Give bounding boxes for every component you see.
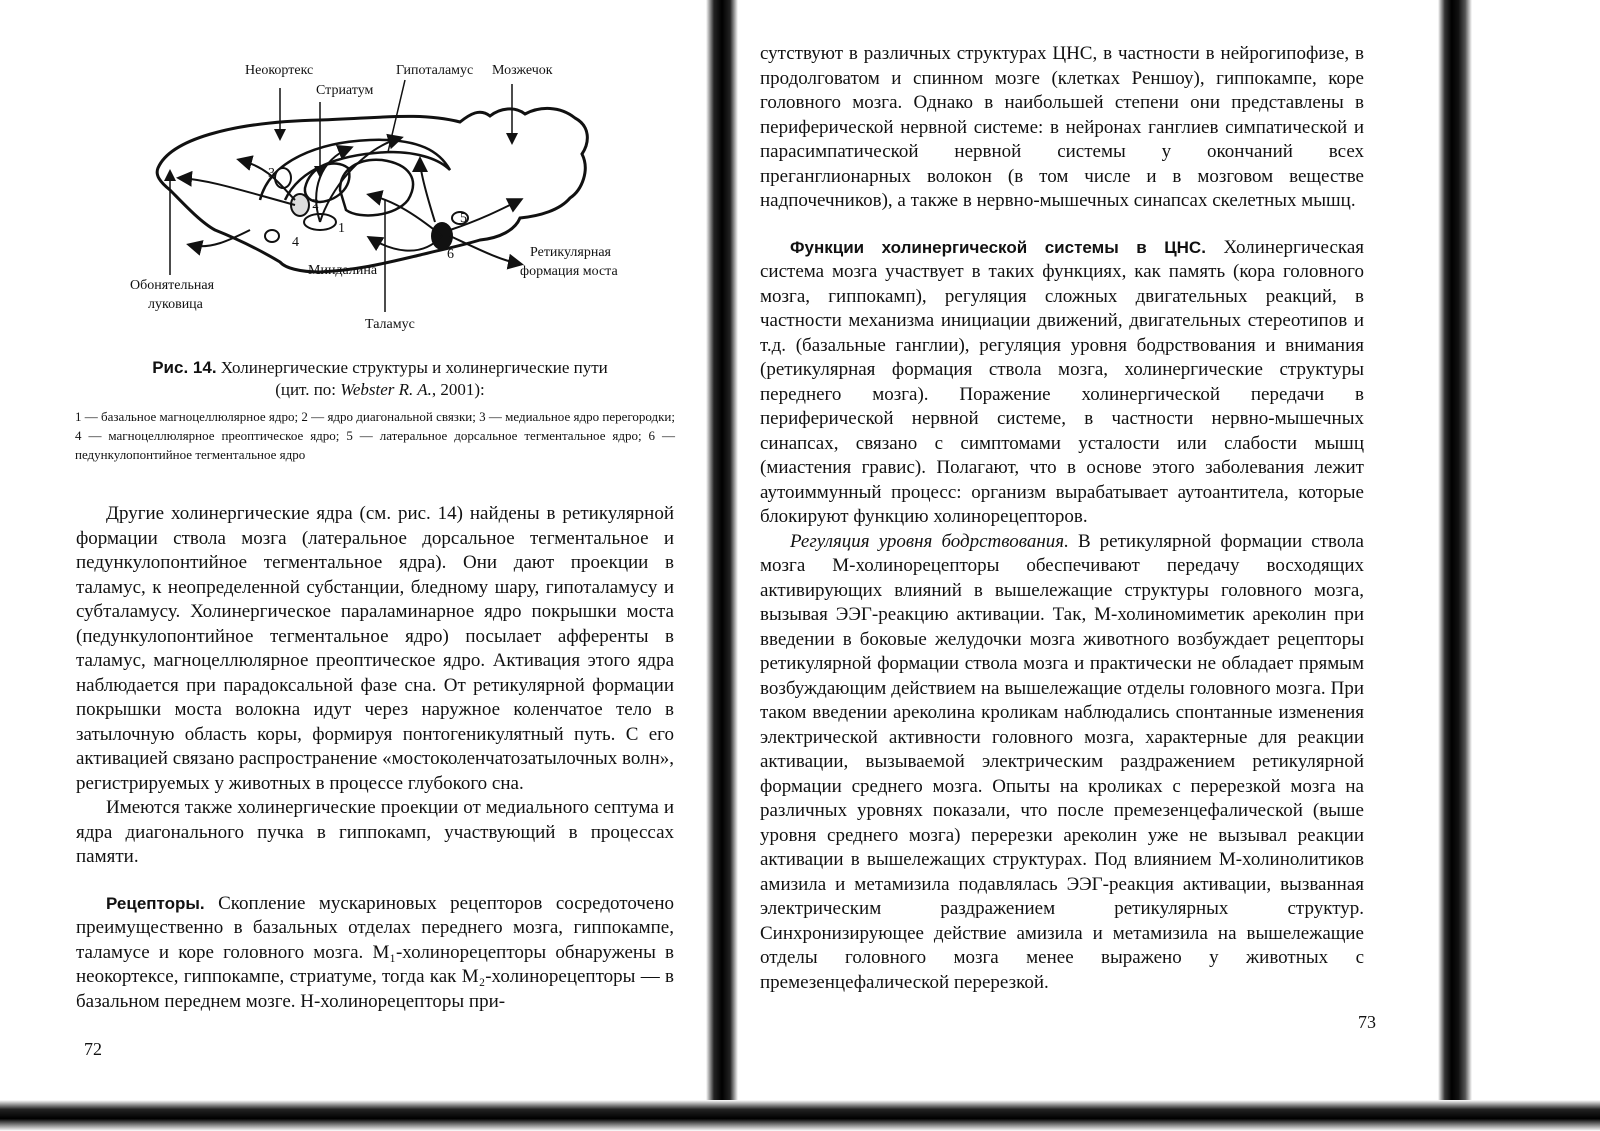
label-neocortex: Неокортекс bbox=[245, 63, 314, 78]
regulation-paragraph bbox=[760, 530, 1364, 996]
num-5: 5 bbox=[460, 211, 467, 226]
paragraph: сутствуют в различных структурах ЦНС, в частности в нейрогипофизе, в продолговатом и спинном мозге (клетках Реншоу), гиппокампе, коре головного мозга. Однако в наибольшей степени они представлены в периферической нервной системе: в нейронах ганглиев симпатической и парасимпатической нервной системы у окончаний всех преганглионарных волокон (в том числе и в мозговом веществе надпочечников), а также в нервно-мышечных синапсах скелетных мышц. bbox=[760, 43, 1364, 211]
label-reticular-2: формация моста bbox=[520, 264, 618, 279]
brain-diagram bbox=[120, 50, 660, 350]
label-reticular-1: Ретикулярная bbox=[530, 245, 611, 260]
left-page bbox=[0, 0, 708, 1100]
regulation-text: В ретикулярной формации ствола мозга M-холинорецепторы обеспечивают передачу восходящих активирующих влияний в вышележащие структуры головного мозга, вызывая ЭЭГ-реакцию активации. Так, M-холиномиметик ареколин при введении в боковые желудочки мозга животного возбуждает рецепторы ретикулярной формации ствола мозга и практически не обладает прямым возбуждающим действием на вышележащие отделы головного мозга. При таком введении ареколина кроликам наблюдались спонтанные изменения электрической активности головного мозга, характерные для реакции активации, вызываемой электрическим раздражением ретикулярной формации среднего мозга. Опыты на кроликах с перерезкой мозга на различных уровнях показали, что после премезенцефалической (выше уровня среднего мозга) перерезки ареколин уже не вызывал реакции активации в вышележащих структурах. Под влиянием M-холинолитиков амизила и метамизила подавлялась ЭЭГ-реакция активации, вызванная электрическим раздражением ретикулярных структур. Синхронизирующее действие амизила и метамизила на вышележащие отделы головного мозга менее выражено у животных с премезенцефалической перерезкой. bbox=[760, 530, 1364, 993]
nucleus-4 bbox=[265, 230, 279, 242]
page-number-right: 73 bbox=[1358, 1012, 1376, 1032]
book-spine bbox=[706, 0, 738, 1131]
label-olfactory-2: луковица bbox=[148, 297, 203, 312]
paragraph: Другие холинергические ядра (см. рис. 14) найдены в ретикулярной формации ствола мозга (латеральное дорсальное тегментальное и педункулопонтийное тегментальное ядра). Они дают проекции в таламус, к неопределенной субстанции, бледному шару, гипоталамусу и субталамусу. Холинергическое параламинарное ядро покрышки моста (педункулопонтийное тегментальное ядро) посылает афференты в таламус, магноцеллюлярное преоптическое ядро. Активация этого ядра наблюдается при парадоксальной фазе сна. От ретикулярной формации покрышки моста волокна идут через наружное коленчатое тело в затылочную область коры, формируя понтогеникулятный путь. С его активацией связано распространение «мостоколенчатозатылочных волн», регистрируемых у животных в процессе глубокого сна. bbox=[76, 503, 674, 794]
brain-outline bbox=[157, 108, 587, 272]
num-1: 1 bbox=[338, 221, 345, 236]
receptors-text: Скопление мускариновых рецепторов сосредоточено преимущественно в базальных отделах переднего мозга, гиппокампе, таламусе и коре головного мозга. M₁-холинорецепторы обнаружены в неокортексе, гиппокампе, стриатуме, тогда как M₂-холинорецепторы — в базальном переднем мозге. Н-холинорецепторы при- bbox=[76, 892, 674, 1012]
label-olfactory-1: Обонятельная bbox=[130, 278, 215, 293]
right-body bbox=[760, 42, 1364, 995]
nucleus-3 bbox=[275, 168, 291, 188]
receptors-paragraph bbox=[76, 892, 674, 1015]
receptors-heading: Рецепторы. bbox=[106, 893, 205, 913]
num-4: 4 bbox=[292, 235, 299, 250]
num-6: 6 bbox=[447, 247, 454, 262]
figure-cite-pre: (цит. по: bbox=[275, 380, 341, 399]
num-2: 2 bbox=[312, 197, 319, 212]
functions-heading: Функции холинергической системы в ЦНС. bbox=[790, 237, 1206, 257]
label-hypothalamus: Гипоталамус bbox=[396, 63, 474, 78]
bottom-edge bbox=[0, 1100, 1600, 1131]
label-thalamus: Таламус bbox=[365, 317, 415, 332]
right-page bbox=[738, 0, 1438, 1100]
page-edge bbox=[1438, 0, 1472, 1100]
label-amygdala: Миндалина bbox=[308, 263, 378, 278]
figure-cite-post: , 2001): bbox=[431, 380, 485, 399]
figure-title: Холинергические структуры и холинергические пути bbox=[220, 358, 608, 377]
label-striatum: Стриатум bbox=[316, 83, 374, 98]
paragraph: Имеются также холинергические проекции от медиального септума и ядра диагонального пучка в гиппокамп, участвующий в процессах памяти. bbox=[76, 797, 674, 867]
regulation-heading: Регуляция уровня бодрствования. bbox=[790, 530, 1069, 552]
label-cerebellum: Мозжечок bbox=[492, 63, 553, 78]
figure-caption bbox=[110, 357, 650, 401]
left-body bbox=[76, 502, 674, 1014]
num-3: 3 bbox=[268, 166, 275, 181]
functions-paragraph bbox=[760, 236, 1364, 530]
figure-cite-author: Webster R. A. bbox=[340, 380, 432, 399]
figure-label: Рис. 14. bbox=[152, 358, 217, 377]
figure-legend: 1 — базальное магноцеллюлярное ядро; 2 — ядро диагональной связки; 3 — медиальное ядро перегородки; 4 — магноцеллюлярное преоптическое ядро; 5 — латеральное дорсальное тегментальное ядро; 6 — педункулопонтийное тегментальное ядро bbox=[75, 409, 675, 462]
functions-text: Холинергическая система мозга участвует в таких функциях, как память (кора головного мозга, гиппокамп), регуляция сложных двигательных реакций, в частности механизма инициации движений, двигательных стереотипов и т.д. (базальные ганглии), регуляция уровня бодрствования и внимания (ретикулярная формация ствола мозга, холинергические структуры переднего мозга). Поражение холинергической передачи в периферической нервной системе, в частности нервно-мышечных синапсах, связано с симптомами усталости или слабости мышц (миастения гравис). Полагают, что в основе этого заболевания лежит аутоиммунный процесс: организм вырабатывает аутоантитела, которые блокируют функцию холинорецепторов. bbox=[760, 236, 1364, 527]
page-number-left: 72 bbox=[84, 1039, 102, 1059]
